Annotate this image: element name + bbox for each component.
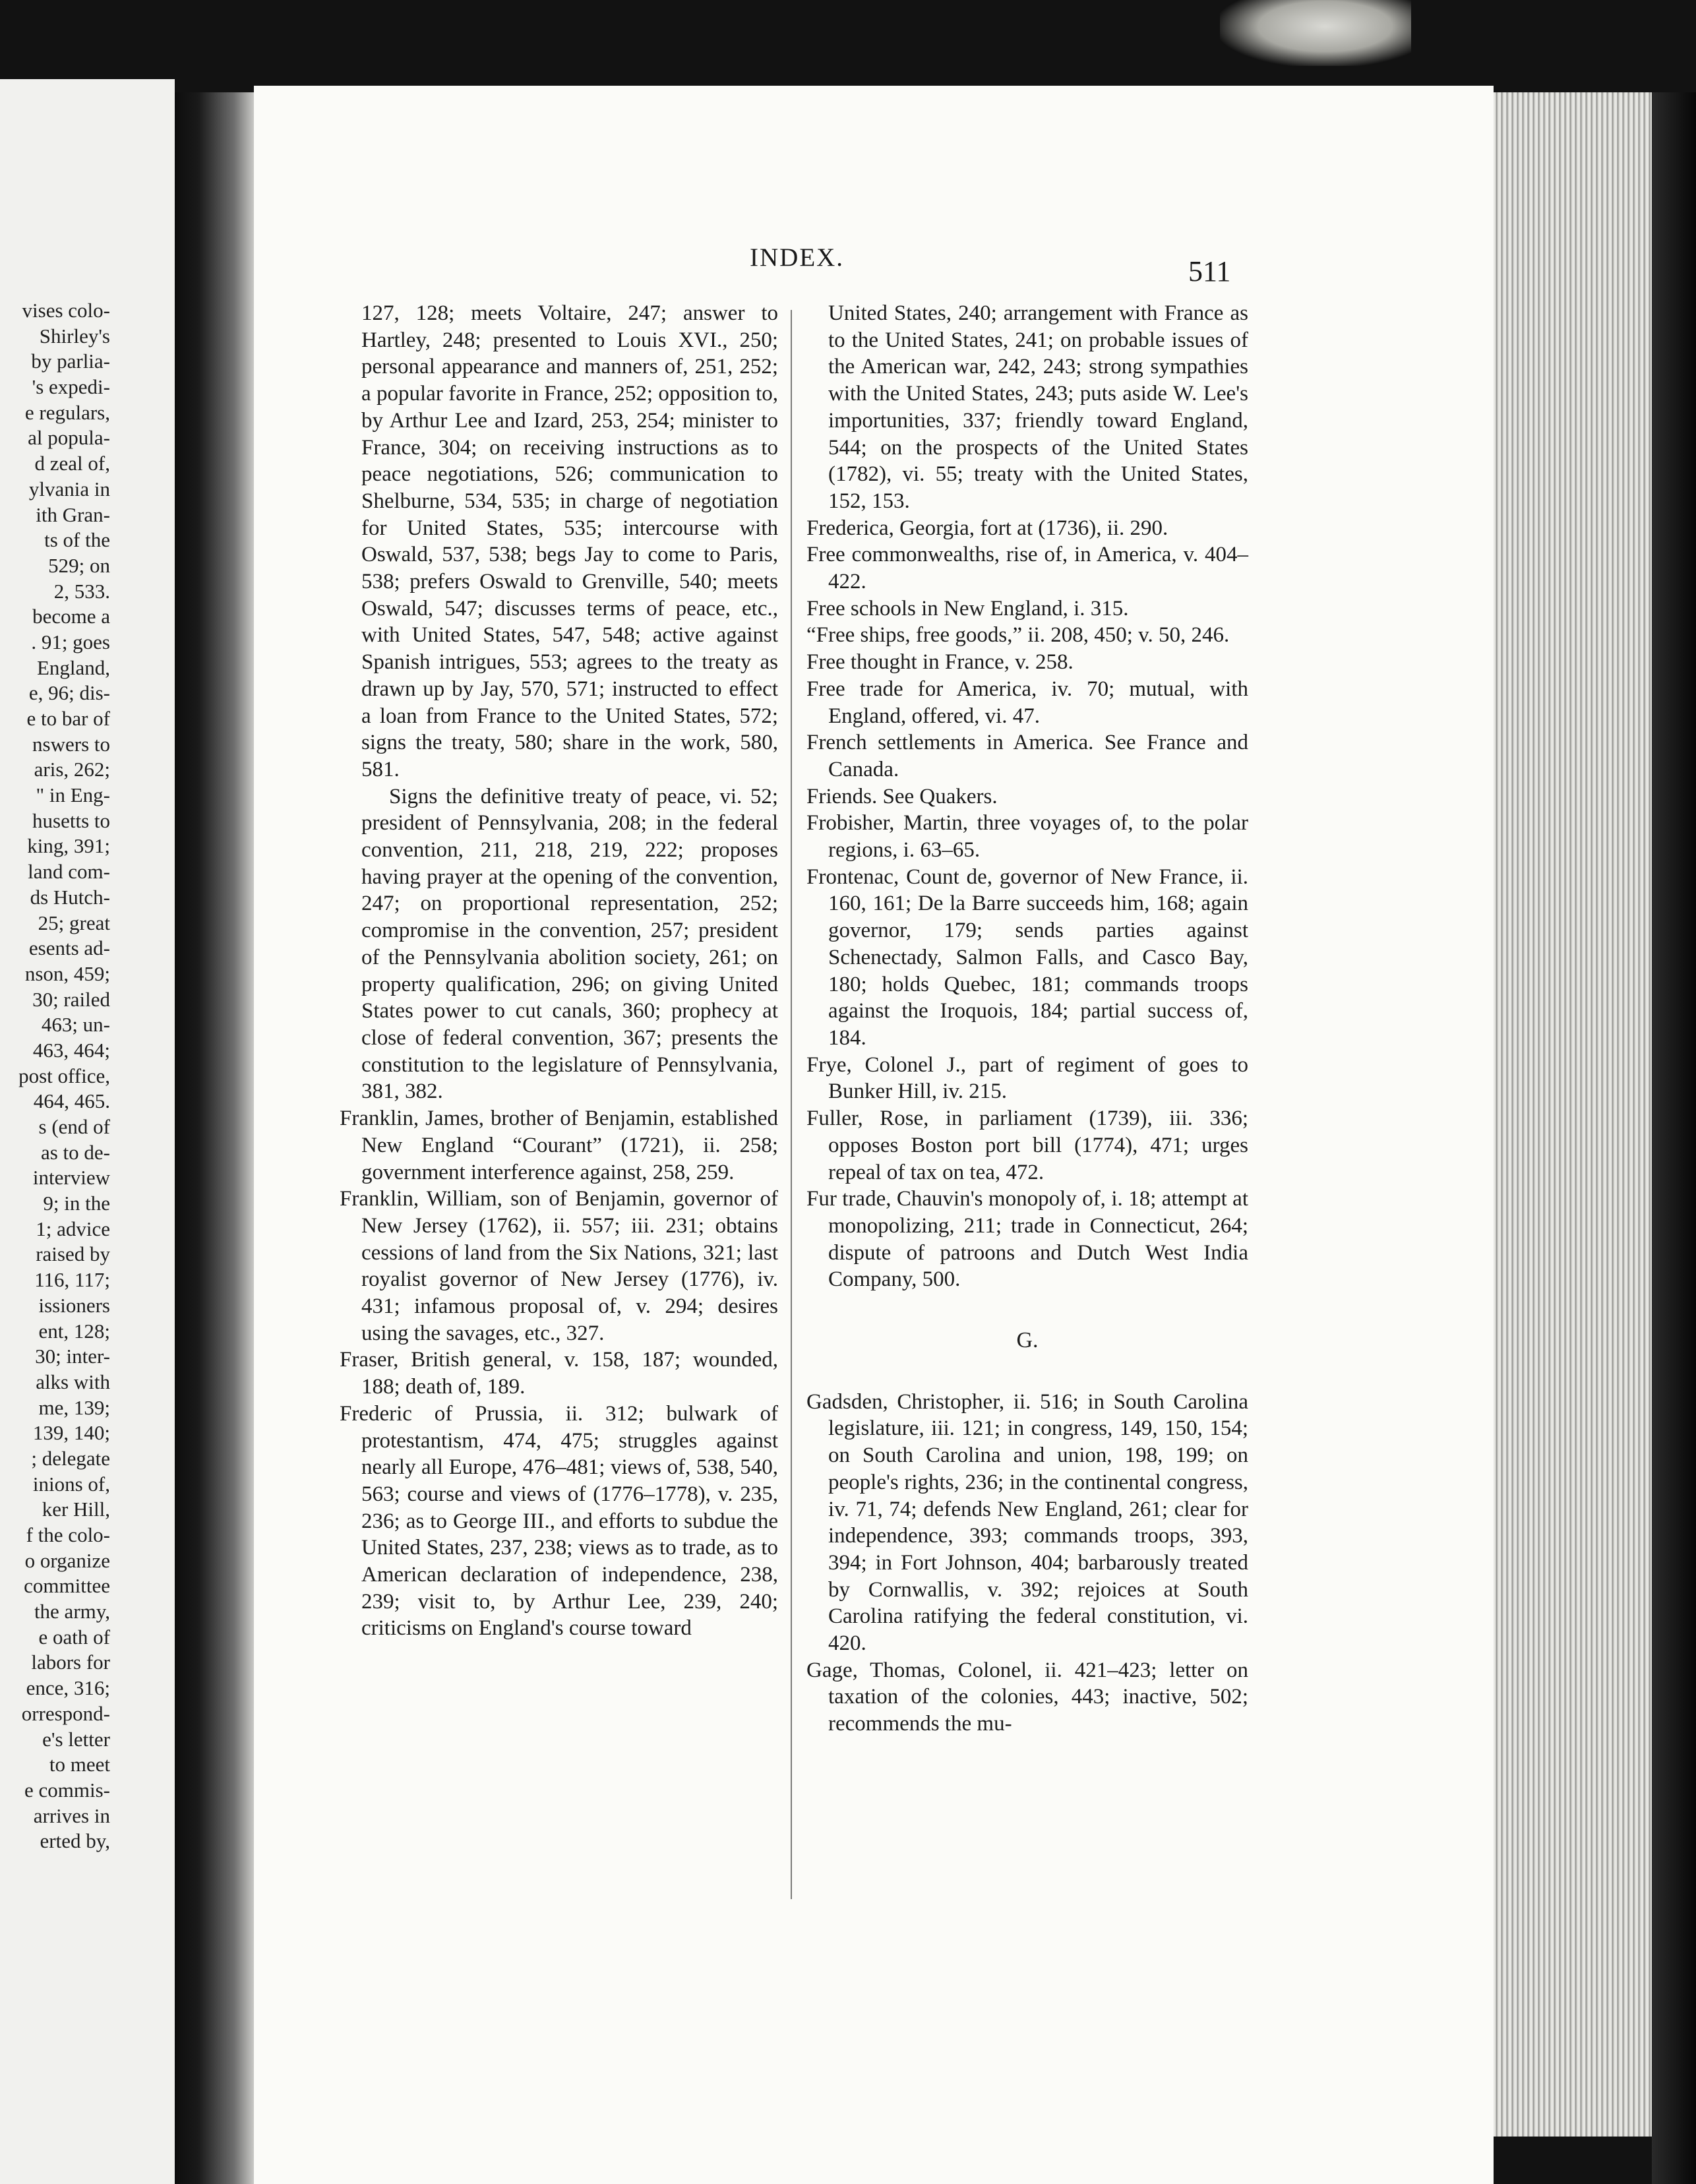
left-page-line: by parlia- xyxy=(31,349,110,373)
left-page-line: f the colo- xyxy=(26,1523,110,1546)
index-entry: Frederica, Georgia, fort at (1736), ii. 290. xyxy=(806,516,1168,540)
left-page-line: e's letter xyxy=(42,1727,110,1751)
left-page-line: 2, 533. xyxy=(53,579,110,603)
left-page-line: d zeal of, xyxy=(34,452,110,475)
left-page-line: post office, xyxy=(18,1064,110,1087)
column-divider xyxy=(791,310,792,1899)
left-page-line: ker Hill, xyxy=(42,1498,110,1521)
index-section-letter: G. xyxy=(1016,1328,1039,1353)
left-page-line: nswers to xyxy=(32,732,110,756)
left-page-line: e commis- xyxy=(24,1778,110,1802)
left-page-line: 30; railed xyxy=(32,987,110,1011)
index-entry: Frontenac, Count de, governor of New France, ii. 160, 161; De la Barre succeeds him, 168; again governor, 179; sends parties against Schenectady, Salmon Falls, and Casco Bay, 180; holds Quebec, 181; commands troops against the Iroquois, 184; partial success of, 184. xyxy=(806,864,1248,1050)
left-page-line: aris, 262; xyxy=(34,758,110,781)
left-page-line: 25; great xyxy=(38,911,110,934)
left-page-line: al popula- xyxy=(28,426,110,450)
left-page-line: 9; in the xyxy=(43,1192,110,1215)
index-entry: Free commonwealths, rise of, in America, v. 404–422. xyxy=(806,543,1248,594)
index-entry: Frobisher, Martin, three voyages of, to the polar regions, i. 63–65. xyxy=(806,811,1248,863)
left-page-line: s (end of xyxy=(38,1115,110,1138)
index-entry: Franklin, William, son of Benjamin, governor of New Jersey (1762), ii. 557; iii. 231; obtains cessions of land from the Six Nations, 321; last royalist governor of New Jersey (1776), iv. 431; infamous proposal of, v. 294; desires using the savages, etc., 327. xyxy=(340,1187,778,1345)
left-page-line: esents ad- xyxy=(28,936,110,960)
left-page-line: ith Gran- xyxy=(36,502,110,526)
left-page-line: ence, 316; xyxy=(26,1676,110,1700)
left-page-line: as to de- xyxy=(40,1140,110,1164)
left-page-line: e, 96; dis- xyxy=(28,681,110,705)
left-page-line: 139, 140; xyxy=(32,1421,110,1445)
left-page-line: ds Hutch- xyxy=(30,885,110,909)
book-gutter-shadow xyxy=(175,92,254,2184)
index-entry: Free trade for America, iv. 70; mutual, with England, offered, vi. 47. xyxy=(806,677,1248,728)
index-entry-continuation: United States, 240; arrangement with France as to the United States, 241; on probable issues of the American war, 242, 243; strong sympathies with the United States, 243; puts aside W. Lee's importunities, 337; friendly toward England, 544; on the prospects of the United States (1782), vi. 55; treaty with the United States, 152, 153. xyxy=(828,301,1248,513)
left-page-line: nson, 459; xyxy=(24,961,110,985)
left-page-line: 116, 117; xyxy=(34,1268,110,1292)
left-page-line: ent, 128; xyxy=(38,1319,110,1343)
index-entry: Fuller, Rose, in parliament (1739), iii. 336; opposes Boston port bill (1774), 471; urges repeal of tax on tea, 472. xyxy=(806,1107,1248,1184)
left-page-line: 30; inter- xyxy=(35,1345,110,1368)
left-page-text-fragments xyxy=(0,298,110,1854)
left-page-line: 529; on xyxy=(48,553,110,577)
left-page-line: king, 391; xyxy=(27,834,110,858)
index-entry-paragraph: Signs the definitive treaty of peace, vi. 52; president of Pennsylvania, 208; in the federal convention, 211, 218, 219, 222; proposes having prayer at the opening of the convention, 247; on proportional representation, 252; compromise in the convention, 257; president of the Pennsylvania abolition society, 261; on property qualification, 296; on giving United States power to cut canals, 360; prophecy at close of federal convention, 367; presents the constitution to the legislature of Pennsylvania, 381, 382. xyxy=(361,784,778,1104)
left-page-line: o organize xyxy=(24,1548,110,1572)
left-page-line: ts of the xyxy=(44,528,110,552)
left-page-line: orrespond- xyxy=(21,1701,110,1725)
index-entry: Free thought in France, v. 258. xyxy=(806,650,1074,675)
left-page-line: 464, 465. xyxy=(33,1089,110,1113)
left-page-line: e oath of xyxy=(38,1625,110,1649)
index-entry: Frederic of Prussia, ii. 312; bulwark of protestantism, 474, 475; struggles against nearly all Europe, 476–481; views of, 538, 540, 563; course and views of (1776–1778), v. 235, 236; as to George III., and efforts to subdue the United States, 237, 238; views as to trade, as to American declaration of independence, 238, 239; visit to, by Arthur Lee, 239, 240; criticisms on England's course toward xyxy=(340,1401,778,1641)
left-page-line: interview xyxy=(32,1166,110,1190)
index-entry: French settlements in America. See France and Canada. xyxy=(806,731,1248,781)
left-page-line: 463, 464; xyxy=(32,1038,110,1062)
left-page-line: committee xyxy=(24,1574,110,1598)
left-page-line: issioners xyxy=(38,1293,110,1317)
left-page-line: husetts to xyxy=(32,808,110,832)
index-entry: Fraser, British general, v. 158, 187; wounded, 188; death of, 189. xyxy=(340,1348,778,1399)
left-page-line: e regulars, xyxy=(24,400,110,424)
left-page-line: ylvania in xyxy=(28,477,110,501)
left-page-line: England, xyxy=(36,655,110,679)
left-page-line: 1; advice xyxy=(36,1217,110,1240)
index-column-left xyxy=(340,300,778,1642)
page-corner-scrap xyxy=(1220,0,1411,66)
left-page-line: alks with xyxy=(36,1370,110,1393)
book-edge-shadow xyxy=(1652,92,1696,2184)
left-page-line: " in Eng- xyxy=(36,783,110,807)
left-page-line: labors for xyxy=(31,1651,110,1674)
left-page-line: me, 139; xyxy=(38,1395,110,1419)
left-page-line: ; delegate xyxy=(31,1446,110,1470)
left-page-line: arrives in xyxy=(33,1804,110,1827)
left-page-line: become a xyxy=(32,605,110,628)
left-page-line: land com- xyxy=(28,860,110,884)
left-page-line: the army, xyxy=(34,1600,110,1623)
left-page-line: Shirley's xyxy=(39,324,110,348)
index-entry: Frye, Colonel J., part of regiment of goes to Bunker Hill, iv. 215. xyxy=(806,1052,1248,1104)
index-entry: “Free ships, free goods,” ii. 208, 450; v. 50, 246. xyxy=(806,623,1230,648)
index-entry: Free schools in New England, i. 315. xyxy=(806,596,1129,621)
left-page-line: 's expedi- xyxy=(32,375,110,399)
index-column-right xyxy=(806,300,1248,1738)
index-entry: Friends. See Quakers. xyxy=(806,784,998,808)
index-entry: Fur trade, Chauvin's monopoly of, i. 18; attempt at monopolizing, 211; trade in Connecticut, 264; dispute of patroons and Dutch West India Company, 500. xyxy=(806,1187,1248,1292)
left-page-line: vises colo- xyxy=(22,299,110,322)
left-page-line: . 91; goes xyxy=(31,630,110,653)
index-entry-continuation: 127, 128; meets Voltaire, 247; answer to Hartley, 248; presented to Louis XVI., 250; personal appearance and manners of, 251, 252; a popular favorite in France, 252; opposition to, by Arthur Lee and Izard, 253, 254; minister to France, 304; on receiving instructions as to peace negotiations, 526; communication to Shelburne, 534, 535; in charge of negotiation for United States, 535; intercourse with Oswald, 537, 538; begs Jay to come to Paris, 538; prefers Oswald to Grenville, 540; meets Oswald, 547; discusses terms of peace, etc., with United States, 547, 548; active against Spanish intrigues, 553; agrees to the treaty as drawn up by Jay, 570, 571; instructed to effect a loan from France to the United States, 572; signs the treaty, 580; share in the work, 580, 581. xyxy=(361,301,778,781)
left-page-line: to meet xyxy=(49,1753,110,1776)
page-edges xyxy=(1494,92,1658,2137)
index-entry: Gadsden, Christopher, ii. 516; in South Carolina legislature, iii. 121; in congress, 149, 150, 154; on South Carolina and union, 198, 199; on people's rights, 236; in the continental congress, iv. 71, 74; defends New England, 261; clear for independence, 393; commands troops, 393, 394; in Fort Johnson, 404; barbarously treated by Cornwallis, v. 392; rejoices at South Carolina ratifying the federal constitution, vi. 420. xyxy=(806,1389,1248,1656)
index-entry: Gage, Thomas, Colonel, ii. 421–423; letter on taxation of the colonies, 443; inactive, 502; recommends the mu- xyxy=(806,1658,1248,1736)
left-page-fragment xyxy=(0,79,175,2184)
left-page-line: raised by xyxy=(36,1242,110,1266)
index-entry: Franklin, James, brother of Benjamin, established New England “Courant” (1721), ii. 258; government interference against, 258, 259. xyxy=(340,1107,778,1184)
left-page-line: 463; un- xyxy=(41,1013,110,1037)
left-page-line: e to bar of xyxy=(26,707,110,730)
left-page-line: inions of, xyxy=(32,1472,110,1496)
left-page-line: erted by, xyxy=(40,1829,110,1853)
running-header: INDEX. xyxy=(750,243,845,272)
page-number: 511 xyxy=(1188,255,1231,288)
